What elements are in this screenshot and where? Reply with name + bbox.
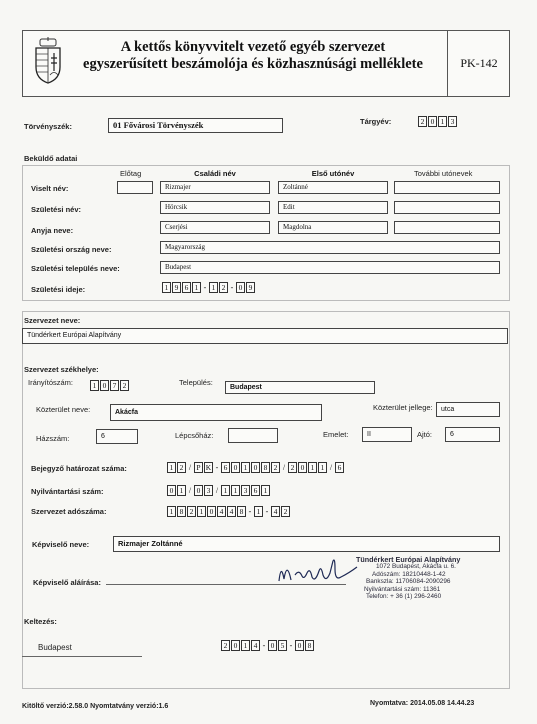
cell-separator: / <box>329 463 333 472</box>
street-field[interactable]: Akácfa <box>110 404 322 421</box>
digit-cell[interactable]: 4 <box>251 640 260 651</box>
digit-cell[interactable]: 2 <box>120 380 129 391</box>
name-other-field[interactable] <box>394 181 500 194</box>
digit-cell[interactable]: 2 <box>271 462 280 473</box>
door-label: Ajtó: <box>417 430 433 439</box>
zip-field[interactable] <box>90 380 130 391</box>
digit-cell[interactable]: 1 <box>197 506 206 517</box>
form-header <box>22 30 510 97</box>
name-family-field[interactable]: Rizmajer <box>160 181 270 194</box>
year-label: Tárgyév: <box>360 117 392 126</box>
date-field[interactable] <box>221 640 315 651</box>
cell-separator: - <box>248 507 252 516</box>
door-field[interactable]: 6 <box>445 427 500 442</box>
mother-family-field[interactable]: Cserjési <box>160 221 270 234</box>
stamp-line: Telefon: + 36 (1) 296-2460 <box>366 593 442 601</box>
digit-cell[interactable]: 1 <box>221 485 230 496</box>
digit-cell[interactable]: 8 <box>261 462 270 473</box>
digit-cell[interactable]: 2 <box>177 462 186 473</box>
org-name-field[interactable]: Tündérkert Európai Alapítvány <box>22 328 508 344</box>
city-field[interactable]: Budapest <box>225 381 375 394</box>
digit-cell[interactable]: 2 <box>219 282 228 293</box>
cell-separator: / <box>188 463 192 472</box>
digit-cell[interactable]: 2 <box>281 506 290 517</box>
birth-name-label: Születési név: <box>31 205 82 214</box>
digit-cell[interactable]: 5 <box>278 640 287 651</box>
title-line-2: egyszerűsített beszámolója és közhasznúsági melléklete <box>83 56 423 72</box>
org-seat-label: Szervezet székhelye: <box>24 365 99 374</box>
digit-cell[interactable]: 0 <box>194 485 203 496</box>
name-prefix-field[interactable] <box>117 181 153 194</box>
col-first: Első utónév <box>311 169 355 178</box>
organization-stamp <box>356 556 506 600</box>
digit-cell[interactable]: 3 <box>448 116 457 127</box>
digit-cell[interactable]: 0 <box>231 462 240 473</box>
footer-printed: Nyomtatva: 2014.05.08 14.44.23 <box>370 700 475 707</box>
coat-of-arms-icon <box>31 37 65 85</box>
digit-cell[interactable]: 1 <box>167 506 176 517</box>
birth-other-field[interactable] <box>394 201 500 214</box>
digit-cell[interactable]: 8 <box>237 506 246 517</box>
floor-field[interactable]: II <box>362 427 412 442</box>
digit-cell[interactable]: 7 <box>110 380 119 391</box>
digit-cell[interactable]: 6 <box>335 462 344 473</box>
date-city: Budapest <box>38 643 72 652</box>
cell-separator: - <box>262 641 266 650</box>
cell-separator: / <box>215 486 219 495</box>
digit-cell[interactable]: 1 <box>241 640 250 651</box>
footer-version: Kitöltő verzió:2.58.0 Nyomtatvány verzió:1.6 <box>22 703 169 710</box>
digit-cell[interactable]: 8 <box>305 640 314 651</box>
stamp-line: Adószám: 18210448-1-42 <box>372 570 446 578</box>
street-type-label: Közterület jellege: <box>373 403 433 412</box>
digit-cell[interactable]: 0 <box>295 640 304 651</box>
name-first-field[interactable]: Zoltánné <box>278 181 388 194</box>
tax-no-field[interactable] <box>167 506 291 517</box>
city-label: Település: <box>179 378 213 387</box>
col-other: További utónevek <box>414 169 473 178</box>
house-label: Házszám: <box>36 434 70 443</box>
street-label: Közterület neve: <box>36 405 91 414</box>
digit-cell[interactable]: 1 <box>177 485 186 496</box>
cell-separator: - <box>215 463 219 472</box>
digit-cell[interactable]: 0 <box>167 485 176 496</box>
digit-cell[interactable]: 2 <box>221 640 230 651</box>
form-code-text: PK-142 <box>460 56 498 70</box>
stair-label: Lépcsőház: <box>175 431 214 440</box>
digit-cell[interactable]: 1 <box>192 282 201 293</box>
digit-cell[interactable]: 6 <box>182 282 191 293</box>
floor-label: Emelet: <box>323 430 349 439</box>
sender-section-label: Beküldő adatai <box>24 154 78 163</box>
digit-cell[interactable]: 0 <box>100 380 109 391</box>
digit-cell[interactable]: 0 <box>236 282 245 293</box>
court-field[interactable]: 01 Fővárosi Törvényszék <box>108 118 283 133</box>
mother-first-field[interactable]: Magdolna <box>278 221 388 234</box>
form-title <box>73 39 433 73</box>
digit-cell[interactable]: 1 <box>167 462 176 473</box>
birth-family-field[interactable]: Hörcsik <box>160 201 270 214</box>
cell-separator: - <box>230 283 234 292</box>
digit-cell[interactable]: 8 <box>177 506 186 517</box>
digit-cell[interactable]: 6 <box>221 462 230 473</box>
digit-cell[interactable]: 1 <box>438 116 447 127</box>
digit-cell[interactable]: 1 <box>318 462 327 473</box>
digit-cell[interactable]: 4 <box>217 506 226 517</box>
rep-field[interactable]: Rizmajer Zoltánné <box>113 536 500 552</box>
col-family: Családi név <box>194 169 236 178</box>
digit-cell[interactable]: 4 <box>271 506 280 517</box>
digit-cell[interactable]: P <box>194 462 203 473</box>
birth-date-label: Születési ideje: <box>31 285 86 294</box>
stair-field[interactable] <box>228 428 278 443</box>
rep-label: Képviselő neve: <box>32 540 90 549</box>
digit-cell[interactable]: 1 <box>90 380 99 391</box>
stamp-line: Tündérkert Európai Alapítvány <box>356 555 461 564</box>
digit-cell[interactable]: 0 <box>428 116 437 127</box>
year-field[interactable] <box>418 116 458 127</box>
court-label: Törvényszék: <box>24 122 72 131</box>
tax-label: Szervezet adószáma: <box>31 507 107 516</box>
digit-cell[interactable]: 9 <box>172 282 181 293</box>
stamp-line: Bankszla: 11706084-2090296 <box>366 578 451 586</box>
birth-date-field[interactable] <box>162 282 256 293</box>
digit-cell[interactable]: 3 <box>204 485 213 496</box>
digit-cell[interactable]: 6 <box>251 485 260 496</box>
digit-cell[interactable]: 3 <box>241 485 250 496</box>
birth-city-label: Születési település neve: <box>31 264 120 273</box>
digit-cell[interactable]: 2 <box>288 462 297 473</box>
digit-cell[interactable]: 9 <box>246 282 255 293</box>
birth-country-field[interactable]: Magyarország <box>160 241 500 254</box>
form-code <box>447 31 510 96</box>
digit-cell[interactable]: 1 <box>308 462 317 473</box>
digit-cell[interactable]: 0 <box>251 462 260 473</box>
handwritten-signature <box>275 553 360 589</box>
zip-label: Irányítószám: <box>28 378 74 387</box>
sig-label: Képviselő aláírása: <box>33 578 101 587</box>
digit-cell[interactable]: 0 <box>231 640 240 651</box>
digit-cell[interactable]: 0 <box>268 640 277 651</box>
name-label: Viselt név: <box>31 184 69 193</box>
digit-cell[interactable]: 2 <box>418 116 427 127</box>
digit-cell[interactable]: K <box>205 463 212 472</box>
stamp-line: Nyilvántartási szám: 11361 <box>364 585 441 593</box>
digit-cell[interactable]: 1 <box>162 282 171 293</box>
digit-cell[interactable]: 1 <box>241 462 250 473</box>
title-line-1: A kettős könyvvitelt vezető egyéb szervezet <box>120 39 386 55</box>
cell-separator: - <box>265 507 269 516</box>
digit-cell[interactable]: 1 <box>209 282 218 293</box>
cell-separator: - <box>203 283 207 292</box>
cell-separator: / <box>282 463 286 472</box>
mother-label: Anyja neve: <box>31 226 74 235</box>
digit-cell[interactable]: 2 <box>187 506 196 517</box>
record-no-field[interactable] <box>167 485 271 496</box>
birth-country-label: Születési ország neve: <box>31 245 112 254</box>
date-city-line <box>22 656 142 657</box>
birth-city-field[interactable]: Budapest <box>160 261 500 274</box>
house-field[interactable]: 6 <box>96 429 138 444</box>
digit-cell[interactable]: 1 <box>254 506 263 517</box>
record-no-label: Nyilvántartási szám: <box>31 487 104 496</box>
mother-other-field[interactable] <box>394 221 500 234</box>
col-prefix: Előtag <box>120 169 142 178</box>
reg-no-label: Bejegyző határozat száma: <box>31 464 127 473</box>
digit-cell[interactable]: 1 <box>231 485 240 496</box>
digit-cell[interactable]: 0 <box>298 462 307 473</box>
date-label: Keltezés: <box>24 617 57 626</box>
cell-separator: - <box>289 641 293 650</box>
digit-cell[interactable]: 4 <box>227 506 236 517</box>
reg-no-field[interactable] <box>167 462 345 473</box>
street-type-field[interactable]: utca <box>436 402 500 417</box>
birth-first-field[interactable]: Edit <box>278 201 388 214</box>
org-name-label: Szervezet neve: <box>24 316 81 325</box>
stamp-line: 1072 Budapest, Akácfa u. 6. <box>376 563 456 571</box>
digit-cell[interactable]: 1 <box>261 485 270 496</box>
cell-separator: / <box>188 486 192 495</box>
digit-cell[interactable]: 0 <box>207 506 216 517</box>
